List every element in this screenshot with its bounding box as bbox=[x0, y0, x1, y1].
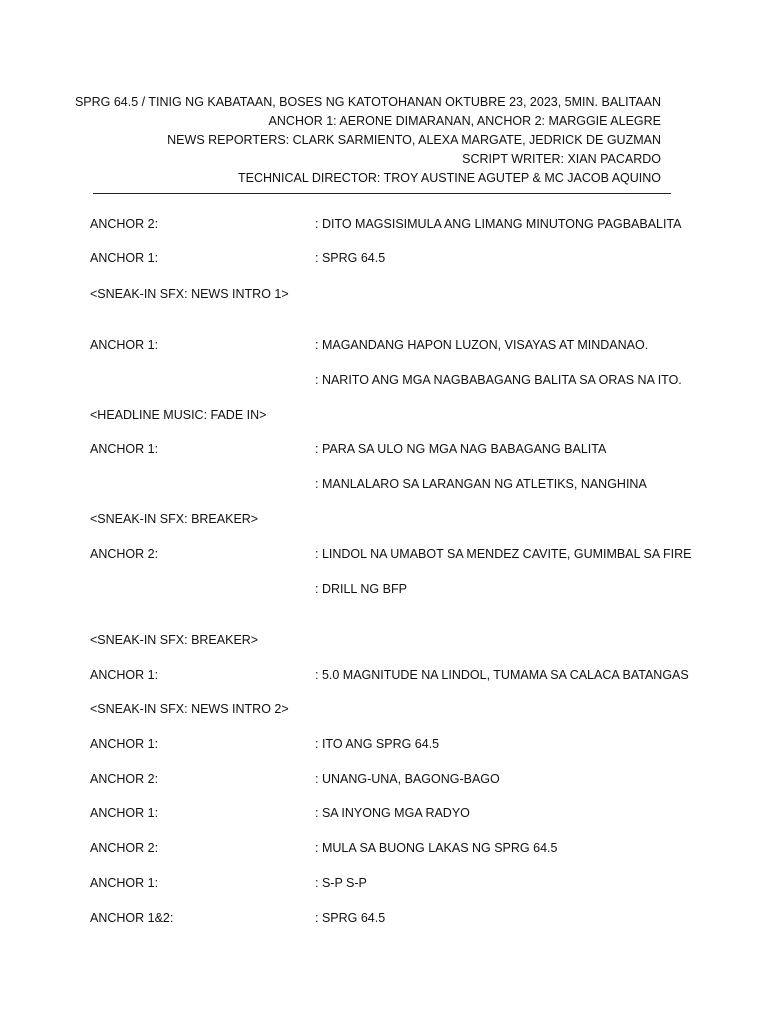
sound-cue: <SNEAK-IN SFX: NEWS INTRO 2> bbox=[90, 702, 289, 716]
sound-cue-row bbox=[0, 630, 768, 650]
spoken-line: : ITO ANG SPRG 64.5 bbox=[315, 737, 440, 751]
spoken-line: : SA INYONG MGA RADYO bbox=[315, 806, 470, 820]
script-row bbox=[0, 544, 768, 564]
spoken-line: : SPRG 64.5 bbox=[315, 251, 386, 265]
spoken-line: : S-P S-P bbox=[315, 876, 367, 890]
script-row bbox=[0, 873, 768, 893]
music-cue: <HEADLINE MUSIC: FADE IN> bbox=[90, 408, 267, 422]
spoken-line: : PARA SA ULO NG MGA NAG BABAGANG BALITA bbox=[315, 442, 607, 456]
spoken-line: : MANLALARO SA LARANGAN NG ATLETIKS, NANGHINA bbox=[315, 477, 647, 491]
sound-cue-row bbox=[0, 509, 768, 529]
speaker-label: ANCHOR 2: bbox=[90, 547, 159, 561]
spoken-line: : 5.0 MAGNITUDE NA LINDOL, TUMAMA SA CALACA BATANGAS bbox=[315, 668, 689, 682]
script-row bbox=[0, 370, 768, 390]
script-row bbox=[0, 335, 768, 355]
spoken-line: : SPRG 64.5 bbox=[315, 911, 386, 925]
spoken-line: : MAGANDANG HAPON LUZON, VISAYAS AT MINDANAO. bbox=[315, 338, 649, 352]
script-row bbox=[0, 665, 768, 685]
spoken-line: : LINDOL NA UMABOT SA MENDEZ CAVITE, GUMIMBAL SA FIRE bbox=[315, 547, 692, 561]
speaker-label: ANCHOR 1: bbox=[90, 251, 159, 265]
sound-cue: <SNEAK-IN SFX: BREAKER> bbox=[90, 633, 259, 647]
sound-cue-row bbox=[0, 699, 768, 719]
speaker-label: ANCHOR 1: bbox=[90, 806, 159, 820]
speaker-label: ANCHOR 1: bbox=[90, 338, 159, 352]
spoken-line: : UNANG-UNA, BAGONG-BAGO bbox=[315, 772, 500, 786]
script-row bbox=[0, 439, 768, 459]
script-row bbox=[0, 803, 768, 823]
speaker-label: ANCHOR 2: bbox=[90, 772, 159, 786]
header-divider bbox=[93, 193, 671, 194]
script-row bbox=[0, 248, 768, 268]
spoken-line: : DRILL NG BFP bbox=[315, 582, 407, 596]
script-row bbox=[0, 579, 768, 599]
script-row bbox=[0, 474, 768, 494]
script-row bbox=[0, 908, 768, 928]
sound-cue: <SNEAK-IN SFX: NEWS INTRO 1> bbox=[90, 287, 289, 301]
header-reporters-line: NEWS REPORTERS: CLARK SARMIENTO, ALEXA MARGATE, JEDRICK DE GUZMAN bbox=[167, 133, 661, 147]
header-script-writer-line: SCRIPT WRITER: XIAN PACARDO bbox=[462, 152, 661, 166]
speaker-label: ANCHOR 2: bbox=[90, 841, 159, 855]
script-row bbox=[0, 838, 768, 858]
sound-cue-row bbox=[0, 405, 768, 425]
script-row bbox=[0, 734, 768, 754]
speaker-label: ANCHOR 1&2: bbox=[90, 911, 174, 925]
speaker-label: ANCHOR 1: bbox=[90, 442, 159, 456]
script-header bbox=[75, 93, 661, 188]
spoken-line: : DITO MAGSISIMULA ANG LIMANG MINUTONG PAGBABALITA bbox=[315, 217, 682, 231]
sound-cue: <SNEAK-IN SFX: BREAKER> bbox=[90, 512, 259, 526]
script-row bbox=[0, 214, 768, 234]
speaker-label: ANCHOR 1: bbox=[90, 737, 159, 751]
script-row bbox=[0, 769, 768, 789]
speaker-label: ANCHOR 2: bbox=[90, 217, 159, 231]
header-title-line: SPRG 64.5 / TINIG NG KABATAAN, BOSES NG KATOTOHANAN OKTUBRE 23, 2023, 5MIN. BALITAAN bbox=[74, 95, 661, 109]
header-anchors-line: ANCHOR 1: AERONE DIMARANAN, ANCHOR 2: MARGGIE ALEGRE bbox=[268, 114, 661, 128]
header-technical-director-line: TECHNICAL DIRECTOR: TROY AUSTINE AGUTEP & MC JACOB AQUINO bbox=[238, 171, 661, 185]
spoken-line: : MULA SA BUONG LAKAS NG SPRG 64.5 bbox=[315, 841, 558, 855]
speaker-label: ANCHOR 1: bbox=[90, 876, 159, 890]
spoken-line: : NARITO ANG MGA NAGBABAGANG BALITA SA ORAS NA ITO. bbox=[315, 373, 682, 387]
sound-cue-row bbox=[0, 284, 768, 304]
speaker-label: ANCHOR 1: bbox=[90, 668, 159, 682]
